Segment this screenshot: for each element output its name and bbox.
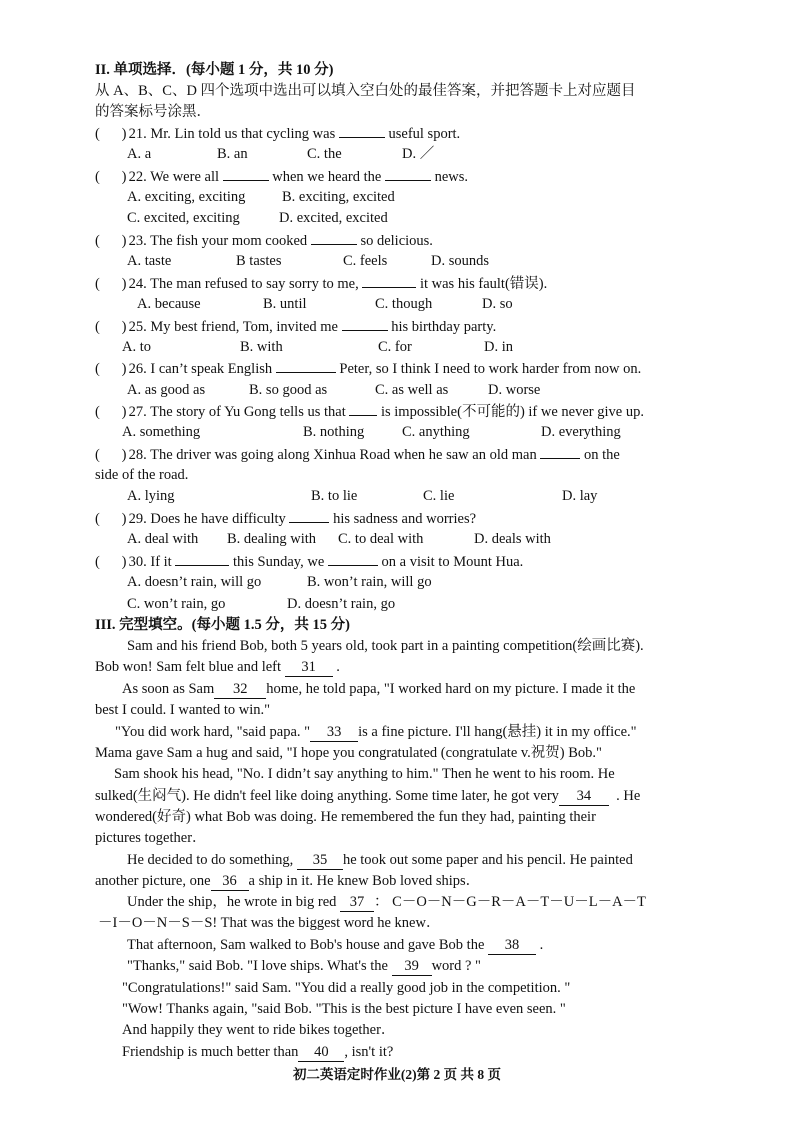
q22-option-b: B. exciting, excited xyxy=(282,189,395,205)
q24-option-c: C. though xyxy=(375,296,433,312)
q26-option-a: A. as good as xyxy=(127,382,206,398)
q21-option-d: D. ／ xyxy=(402,146,435,162)
answer-paren[interactable]: ( ) xyxy=(95,233,127,249)
blank-40: 40 xyxy=(298,1044,344,1062)
blank-33: 33 xyxy=(310,724,358,742)
q23-option-d: D. sounds xyxy=(431,253,490,269)
passage-line: Under the ship，he wrote in big red 37 ： C－O－N－G－R－A－T－U－L－A－T xyxy=(127,894,646,910)
page-footer: 初二英语定时作业(2)第 2 页 共 8 页 xyxy=(292,1067,502,1082)
q22-option-d: D. excited, excited xyxy=(279,210,388,226)
q22-option-c: C. excited, exciting xyxy=(127,210,240,226)
answer-paren[interactable]: ( ) xyxy=(95,276,127,292)
passage-line: "Thanks," said Bob. "I love ships. What's the 39 word ? " xyxy=(127,958,481,974)
q30-option-b: B. won’t rain, will go xyxy=(307,574,432,590)
passage-line: wondered(好奇) what Bob was doing. He remembered the fun they had, painting their xyxy=(95,809,596,825)
passage-line: best I could. I wanted to win." xyxy=(95,702,271,718)
passage-line: "Wow! Thanks again, "said Bob. "This is the best picture I have even seen. " xyxy=(122,1001,566,1017)
passage-line: And happily they went to ride bikes together． xyxy=(122,1022,396,1038)
section-2-instruction-line-2: 的答案标号涂黑． xyxy=(95,104,211,120)
blank-39: 39 xyxy=(392,958,432,976)
question-26: ( ) 26. I can’t speak English Peter, so I think I need to work harder from now on. xyxy=(95,358,641,379)
blank-34: 34 xyxy=(559,788,609,806)
blank xyxy=(175,551,229,566)
q27-option-c: C. anything xyxy=(402,424,470,440)
q26-option-c: C. as well as xyxy=(375,382,449,398)
passage-line: pictures together． xyxy=(95,830,207,846)
passage-line: As soon as Sam 32 home, he told papa, "I worked hard on my picture. I made it the xyxy=(122,681,636,697)
q25-option-b: B. with xyxy=(240,339,283,355)
blank xyxy=(362,273,416,288)
blank-35: 35 xyxy=(297,852,343,870)
q28-option-c: C. lie xyxy=(423,488,455,504)
answer-paren[interactable]: ( ) xyxy=(95,126,127,142)
answer-paren[interactable]: ( ) xyxy=(95,404,127,420)
q22-option-a: A. exciting, exciting xyxy=(127,189,246,205)
question-24: ( ) 24. The man refused to say sorry to me, it was his fault(错误). xyxy=(95,273,547,294)
question-30: ( ) 30. If it this Sunday, we on a visit to Mount Hua. xyxy=(95,551,523,572)
answer-paren[interactable]: ( ) xyxy=(95,361,127,377)
answer-paren[interactable]: ( ) xyxy=(95,169,127,185)
q29-option-c: C. to deal with xyxy=(338,531,424,547)
q26-option-d: D. worse xyxy=(488,382,541,398)
answer-paren[interactable]: ( ) xyxy=(95,447,127,463)
blank xyxy=(311,230,357,245)
q30-option-a: A. doesn’t rain, will go xyxy=(127,574,262,590)
q29-option-a: A. deal with xyxy=(127,531,199,547)
blank-32: 32 xyxy=(214,681,266,699)
passage-line: Mama gave Sam a hug and said, "I hope you congratulated (congratulate v.祝贺) Bob." xyxy=(95,745,602,761)
blank xyxy=(385,166,431,181)
q25-option-a: A. to xyxy=(122,339,151,355)
section-2-instruction-line-1: 从 A、B、C、D 四个选项中选出可以填入空白处的最佳答案，并把答题卡上对应题目 xyxy=(95,83,636,99)
blank xyxy=(276,358,336,373)
answer-paren[interactable]: ( ) xyxy=(95,319,127,335)
answer-paren[interactable]: ( ) xyxy=(95,554,127,570)
blank-38: 38 xyxy=(488,937,536,955)
q21-option-b: B. an xyxy=(217,146,248,162)
passage-line: －I－O－N－S－S! That was the biggest word he knew． xyxy=(98,915,441,931)
answer-paren[interactable]: ( ) xyxy=(95,511,127,527)
q23-option-b: B tastes xyxy=(236,253,282,269)
question-23: ( ) 23. The fish your mom cooked so delicious. xyxy=(95,230,433,251)
blank xyxy=(328,551,378,566)
blank xyxy=(339,123,385,138)
blank xyxy=(349,401,377,416)
q29-option-b: B. dealing with xyxy=(227,531,317,547)
question-27: ( ) 27. The story of Yu Gong tells us that is impossible(不可能的) if we never give up. xyxy=(95,401,644,422)
passage-line: another picture, one 36 a ship in it. He knew Bob loved ships． xyxy=(95,873,481,889)
q30-option-c: C. won’t rain, go xyxy=(127,596,226,612)
blank xyxy=(540,444,580,459)
q27-option-d: D. everything xyxy=(541,424,621,440)
blank xyxy=(289,508,329,523)
passage-line: Friendship is much better than 40 , isn't it? xyxy=(122,1044,394,1060)
q28-option-a: A. lying xyxy=(127,488,175,504)
q24-option-d: D. so xyxy=(482,296,513,312)
q23-option-a: A. taste xyxy=(127,253,172,269)
passage-line: He decided to do something, 35 he took out some paper and his pencil. He painted xyxy=(127,852,633,868)
q21-option-a: A. a xyxy=(127,146,152,162)
q26-option-b: B. so good as xyxy=(249,382,328,398)
passage-line: Bob won! Sam felt blue and left 31 . xyxy=(95,659,340,675)
passage-line: Sam shook his head, "No. I didn’t say anything to him." Then he went to his room. He xyxy=(114,766,615,782)
blank-37: 37 xyxy=(340,894,374,912)
question-25: ( ) 25. My best friend, Tom, invited me his birthday party. xyxy=(95,316,496,337)
q30-option-d: D. doesn’t rain, go xyxy=(287,596,396,612)
q28-option-d: D. lay xyxy=(562,488,598,504)
q21-option-c: C. the xyxy=(307,146,342,162)
section-3-heading: III. 完型填空。(每小题 1.5 分，共 15 分) xyxy=(95,617,350,633)
section-2-heading: II. 单项选择．(每小题 1 分，共 10 分) xyxy=(95,62,334,78)
question-21: ( ) 21. Mr. Lin told us that cycling was useful sport. xyxy=(95,123,460,144)
question-22: ( ) 22. We were all when we heard the news. xyxy=(95,166,468,187)
q25-option-c: C. for xyxy=(378,339,412,355)
question-29: ( ) 29. Does he have difficulty his sadness and worries? xyxy=(95,508,476,529)
passage-line: "Congratulations!" said Sam. "You did a really good job in the competition. " xyxy=(122,980,571,996)
passage-line: sulked(生闷气). He didn't feel like doing anything. Some time later, he got very 34 . He xyxy=(95,788,641,804)
blank xyxy=(223,166,269,181)
passage-line: "You did work hard, "said papa. " 33 is a fine picture. I'll hang(悬挂) it in my office." xyxy=(115,724,637,740)
q24-option-a: A. because xyxy=(137,296,201,312)
blank-31: 31 xyxy=(285,659,333,677)
q28-option-b: B. to lie xyxy=(311,488,358,504)
blank-36: 36 xyxy=(211,873,249,891)
q23-option-c: C. feels xyxy=(343,253,388,269)
passage-line: Sam and his friend Bob, both 5 years old, took part in a painting competition(绘画比赛). xyxy=(127,638,644,654)
q25-option-d: D. in xyxy=(484,339,513,355)
q27-option-a: A. something xyxy=(122,424,201,440)
question-28-continued: side of the road. xyxy=(95,467,189,483)
q27-option-b: B. nothing xyxy=(303,424,365,440)
q24-option-b: B. until xyxy=(263,296,307,312)
question-28: ( ) 28. The driver was going along Xinhua Road when he saw an old man on the xyxy=(95,444,620,465)
blank xyxy=(342,316,388,331)
q29-option-d: D. deals with xyxy=(474,531,551,547)
passage-line: That afternoon, Sam walked to Bob's house and gave Bob the 38 . xyxy=(127,937,544,953)
